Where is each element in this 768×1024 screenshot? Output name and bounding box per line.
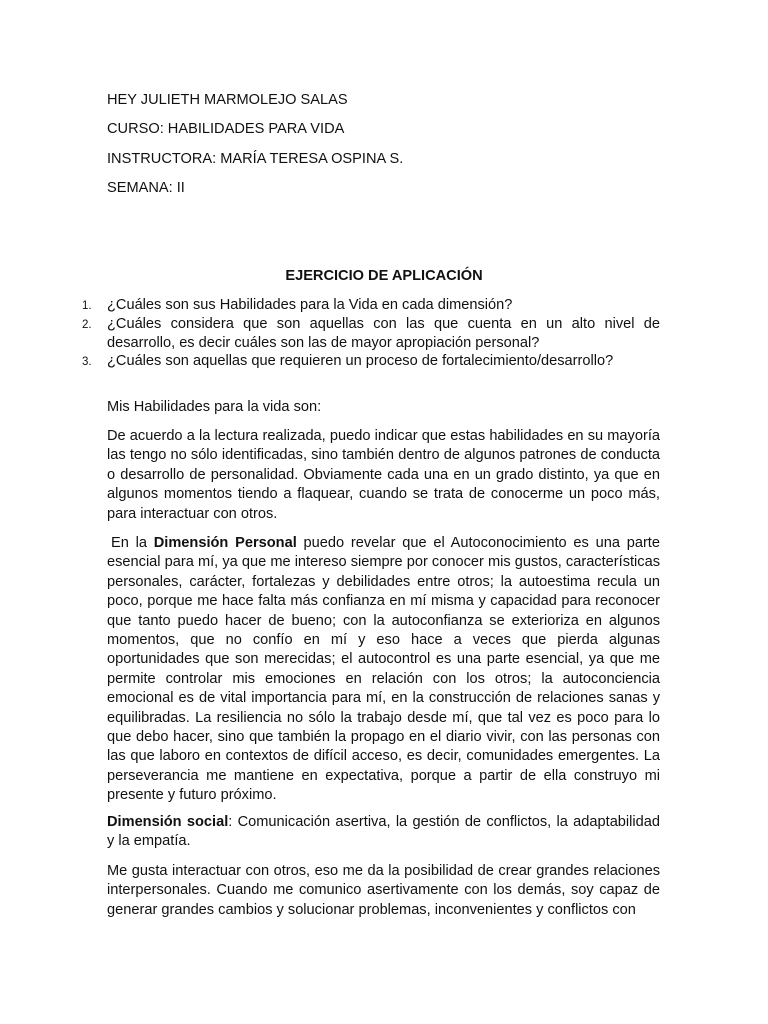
course-line: CURSO: HABILIDADES PARA VIDA (107, 121, 345, 137)
week-line: SEMANA: II (107, 180, 185, 196)
instructor-line: INSTRUCTORA: MARÍA TERESA OSPINA S. (107, 151, 404, 167)
document-title: EJERCICIO DE APLICACIÓN (285, 268, 483, 284)
social-dimension-paragraph (107, 813, 660, 852)
personal-dimension-label: Dimensión Personal (153, 535, 297, 551)
question-number: 3. (82, 356, 92, 368)
personal-prefix: En la (111, 535, 154, 551)
personal-dimension-paragraph (107, 534, 660, 806)
question-number: 1. (82, 300, 92, 312)
social-paragraph: Me gusta interactuar con otros, eso me da la posibilidad de crear grandes relaciones interpersonales. Cuando me comunico asertivamente con los demás, soy capaz de generar grandes cambios y solucionar problemas, inconvenientes y conflictos con (107, 863, 660, 918)
intro-paragraph: De acuerdo a la lectura realizada, puedo indicar que estas habilidades en su mayoría las tengo no sólo identificadas, sino también dentro de algunos patrones de conducta o desarrollo de personalidad. Obviamente cada una en un grado distinto, ya que en algunos momentos tiendo a flaquear, cuando se trata de conocerme un poco más, para interactuar con otros. (107, 428, 660, 522)
question-text: ¿Cuáles son sus Habilidades para la Vida en cada dimensión? (107, 297, 513, 313)
social-dimension-text: : Comunicación asertiva, la gestión de conflictos, la adaptabilidad y la empatía. (107, 814, 660, 850)
question-text: ¿Cuáles son aquellas que requieren un proceso de fortalecimiento/desarrollo? (107, 353, 614, 369)
social-dimension-label: Dimensión social (107, 814, 229, 830)
personal-dimension-text: puedo revelar que el Autoconocimiento es una parte esencial para mí, ya que me intereso siempre por conocer mis gustos, características personales, carácter, fortalezas y debilidades entre otros; la autoestima recula un poco, porque me hace falta más confianza en mí misma y capacidad para reconocer que tanto puedo hacer de bueno; con la autoconfianza se exterioriza en algunos momentos, que no confío en mí y eso hace a veces que pierda algunas oportunidades que son merecidas; el autocontrol es una parte esencial, ya que me permite controlar mis emociones en relación con los otros; la autoconciencia emocional es de vital importancia para mí, en la construcción de relaciones sanas y equilibradas. La resiliencia no sólo la trabajo desde mí, que tal vez es poco para lo que debo hacer, sino que también la propago en el diario vivir, con las personas con las que laboro en contextos de difícil acceso, es decir, comunidades emergentes. La perseverancia me mantiene en expectativa, porque a partir de ella construyo mi presente y futuro próximo. (107, 535, 660, 804)
student-name: HEY JULIETH MARMOLEJO SALAS (107, 92, 348, 108)
question-text: ¿Cuáles considera que son aquellas con las que cuenta en un alto nivel de desarrollo, es decir cuáles son las de mayor apropiación personal? (107, 316, 660, 351)
question-number: 2. (82, 319, 92, 331)
intro-heading: Mis Habilidades para la vida son: (107, 399, 322, 415)
